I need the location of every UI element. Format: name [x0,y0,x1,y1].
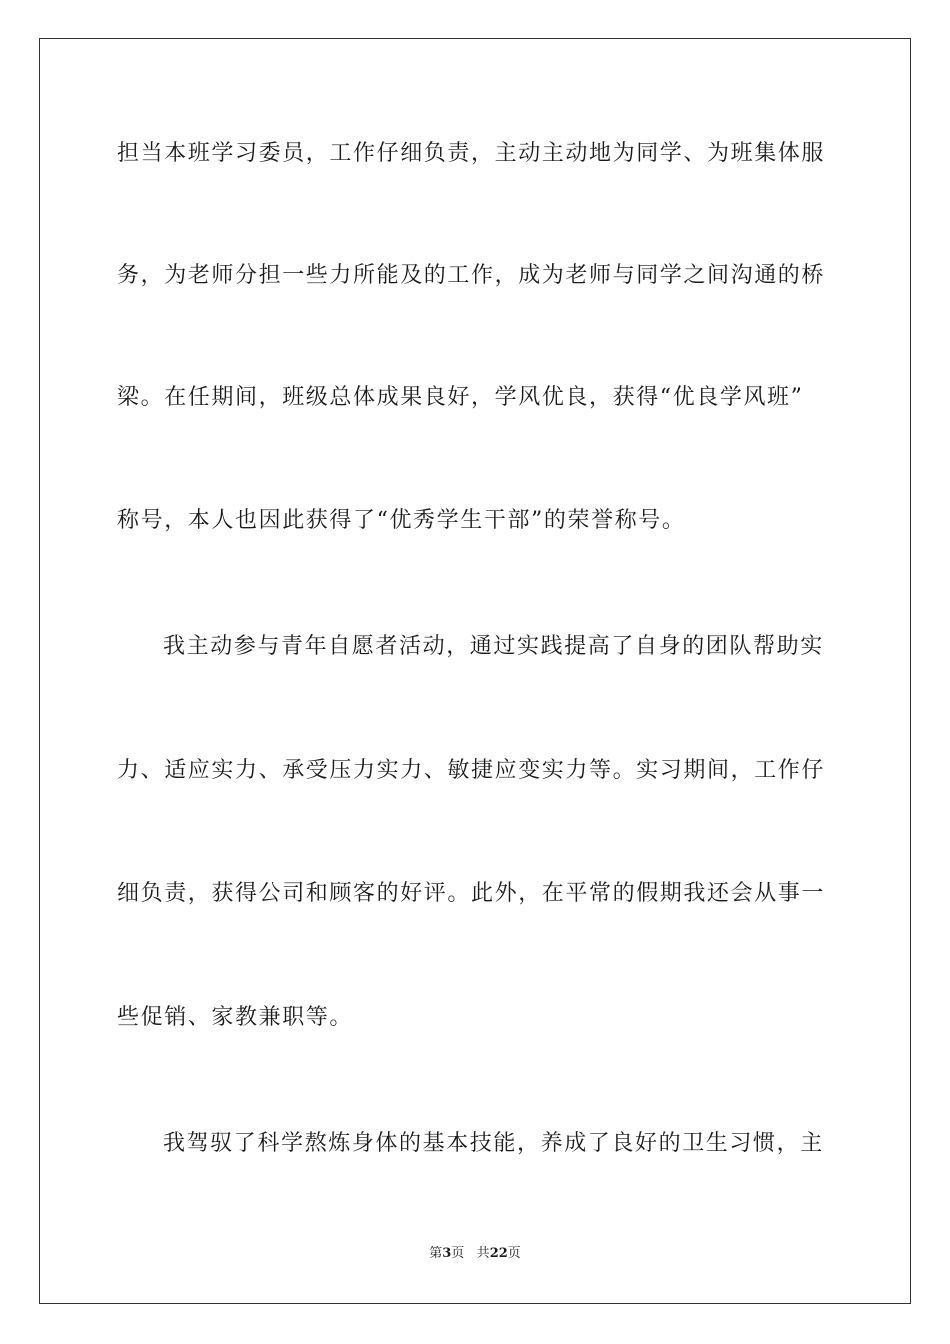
paragraph-line-5: 我主动参与青年自愿者活动，通过实践提高了自身的团队帮助实 [163,634,824,659]
paragraph-line-2: 务，为老师分担一些力所能及的工作，成为老师与同学之间沟通的桥 [117,263,826,288]
paragraph-line-8: 些促销、家教兼职等。 [117,1005,354,1030]
paragraph-line-1: 担当本班学习委员，工作仔细负责，主动主动地为同学、为班集体服 [117,141,826,166]
page-frame [39,38,911,1304]
total-pages-number: 22 [489,1246,508,1261]
paragraph-line-9: 我驾驭了科学熬炼身体的基本技能，养成了良好的卫生习惯，主 [163,1131,824,1156]
total-prefix: 共 [476,1246,490,1261]
paragraph-line-6: 力、适应实力、承受压力实力、敏捷应变实力等。实习期间，工作仔 [117,758,826,783]
page-footer [0,1245,950,1263]
paragraph-line-4: 称号，本人也因此获得了“优秀学生干部”的荣誉称号。 [117,508,686,533]
page-prefix: 第 [429,1246,443,1261]
current-page-number: 3 [442,1246,452,1261]
page-suffix: 页 [451,1246,465,1261]
total-suffix: 页 [507,1246,521,1261]
paragraph-line-3: 梁。在任期间，班级总体成果良好，学风优良，获得“优良学风班” [117,385,804,410]
paragraph-line-7: 细负责，获得公司和顾客的好评。此外，在平常的假期我还会从事一 [117,881,826,906]
